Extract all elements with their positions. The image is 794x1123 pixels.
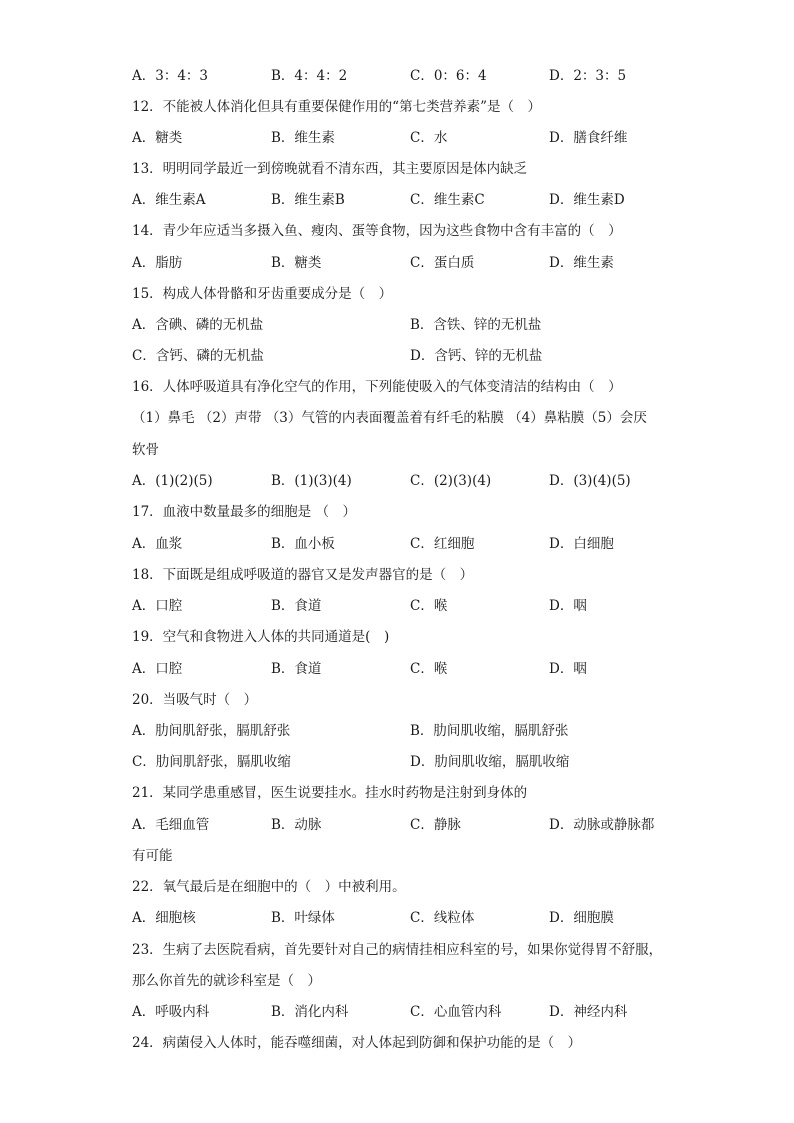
- q12-option-b: B．维生素: [271, 130, 335, 146]
- q22-stem: 22．氧气最后是在细胞中的（ ）中被利用。: [132, 879, 406, 895]
- q16-items-line1: （1）鼻毛 （2）声带 （3）气管的内表面覆盖着有纤毛的粘膜 （4）鼻粘膜（5）会厌: [132, 410, 647, 426]
- q14-options: [132, 254, 672, 272]
- q21-option-c: C．静脉: [410, 817, 461, 833]
- q11-option-b: B．4：4：2: [271, 68, 348, 84]
- q11-option-a: A．3：4：3: [132, 68, 209, 84]
- q20-options-row1: [132, 722, 672, 740]
- q23-option-d: D．神经内科: [549, 1004, 628, 1020]
- q15-option-b: B．含铁、锌的无机盐: [410, 317, 542, 333]
- q15-options-row2: [132, 347, 672, 365]
- q16-option-a: A．(1)(2)(5): [132, 473, 213, 489]
- q21-option-d: D．动脉或静脉都: [549, 817, 655, 833]
- q11-options: [132, 67, 672, 85]
- q13-options: [132, 191, 672, 209]
- q23-options: [132, 1003, 672, 1021]
- q16-option-d: D．(3)(4)(5): [549, 473, 631, 489]
- q16-items-line2: 软骨: [132, 442, 159, 458]
- q17-option-d: D．白细胞: [549, 536, 614, 552]
- q22-options: [132, 909, 672, 927]
- q20-option-b: B．肋间肌收缩，膈肌舒张: [410, 723, 569, 739]
- q15-option-c: C．含钙、磷的无机盐: [132, 348, 264, 364]
- q14-option-a: A．脂肪: [132, 255, 183, 271]
- q17-option-b: B．血小板: [271, 536, 335, 552]
- q14-option-d: D．维生素: [549, 255, 614, 271]
- q21-option-d-continuation: 有可能: [132, 848, 173, 864]
- q21-stem: 21．某同学患重感冒，医生说要挂水。挂水时药物是注射到身体的: [132, 785, 528, 801]
- q23-stem-line1: 23．生病了去医院看病，首先要针对自己的病情挂相应科室的号，如果你觉得胃不舒服，: [132, 942, 663, 958]
- q15-option-d: D．含钙、锌的无机盐: [410, 348, 543, 364]
- q19-option-b: B．食道: [271, 661, 322, 677]
- q20-options-row2: [132, 753, 672, 771]
- q12-options: [132, 129, 672, 147]
- q12-stem: 12．不能被人体消化但具有重要保健作用的“第七类营养素”是（ ）: [132, 99, 541, 115]
- q16-options: [132, 472, 672, 490]
- q22-option-b: B．叶绿体: [271, 910, 335, 926]
- q13-option-d: D．维生素D: [549, 192, 625, 208]
- q21-options: [132, 816, 672, 834]
- q24-stem: 24．病菌侵入人体时，能吞噬细菌，对人体起到防御和保护功能的是（ ）: [132, 1035, 582, 1051]
- q12-option-d: D．膳食纤维: [549, 130, 628, 146]
- q17-options: [132, 535, 672, 553]
- q13-option-b: B．维生素B: [271, 192, 345, 208]
- q17-option-c: C．红细胞: [410, 536, 475, 552]
- q17-stem: 17．血液中数量最多的细胞是 （ ）: [132, 504, 356, 520]
- q11-option-d: D．2：3：5: [549, 68, 627, 84]
- q16-option-b: B．(1)(3)(4): [271, 473, 352, 489]
- q13-option-a: A．维生素A: [132, 192, 206, 208]
- q18-option-c: C．喉: [410, 598, 448, 614]
- q18-stem: 18．下面既是组成呼吸道的器官又是发声器官的是（ ）: [132, 567, 474, 583]
- q14-option-b: B．糖类: [271, 255, 322, 271]
- q22-option-a: A．细胞核: [132, 910, 196, 926]
- q17-option-a: A．血浆: [132, 536, 183, 552]
- q13-option-c: C．维生素C: [410, 192, 485, 208]
- q19-option-d: D．咽: [549, 661, 587, 677]
- q23-option-b: B．消化内科: [271, 1004, 349, 1020]
- q20-stem: 20．当吸气时（ ）: [132, 692, 258, 708]
- q19-option-a: A．口腔: [132, 661, 183, 677]
- q19-option-c: C．喉: [410, 661, 448, 677]
- q12-option-a: A．糖类: [132, 130, 183, 146]
- q18-option-d: D．咽: [549, 598, 587, 614]
- q14-option-c: C．蛋白质: [410, 255, 475, 271]
- q20-option-d: D．肋间肌收缩，膈肌收缩: [410, 754, 570, 770]
- q15-options-row1: [132, 316, 672, 334]
- q15-option-a: A．含碘、磷的无机盐: [132, 317, 264, 333]
- q16-option-c: C．(2)(3)(4): [410, 473, 492, 489]
- q18-option-a: A．口腔: [132, 598, 183, 614]
- q15-stem: 15．构成人体骨骼和牙齿重要成分是（ ）: [132, 286, 393, 302]
- q23-stem-line2: 那么你首先的就诊科室是（ ）: [132, 973, 321, 989]
- q14-stem: 14．青少年应适当多摄入鱼、瘦肉、蛋等食物，因为这些食物中含有丰富的（ ）: [132, 223, 622, 239]
- q16-stem: 16．人体呼吸道具有净化空气的作用，下列能使吸入的气体变清洁的结构由（ ）: [132, 379, 622, 395]
- q23-option-c: C．心血管内科: [410, 1004, 502, 1020]
- q21-option-b: B．动脉: [271, 817, 322, 833]
- q21-option-a: A．毛细血管: [132, 817, 210, 833]
- q11-option-c: C．0：6：4: [410, 68, 487, 84]
- q18-options: [132, 597, 672, 615]
- q22-option-d: D．细胞膜: [549, 910, 614, 926]
- q19-options: [132, 660, 672, 678]
- q20-option-a: A．肋间肌舒张，膈肌舒张: [132, 723, 291, 739]
- q23-option-a: A．呼吸内科: [132, 1004, 210, 1020]
- q22-option-c: C．线粒体: [410, 910, 475, 926]
- q18-option-b: B．食道: [271, 598, 322, 614]
- q19-stem: 19．空气和食物进入人体的共同通道是( ): [132, 629, 390, 645]
- q20-option-c: C．肋间肌舒张，膈肌收缩: [132, 754, 291, 770]
- q13-stem: 13．明明同学最近一到傍晚就看不清东西，其主要原因是体内缺乏: [132, 161, 528, 177]
- q12-option-c: C．水: [410, 130, 448, 146]
